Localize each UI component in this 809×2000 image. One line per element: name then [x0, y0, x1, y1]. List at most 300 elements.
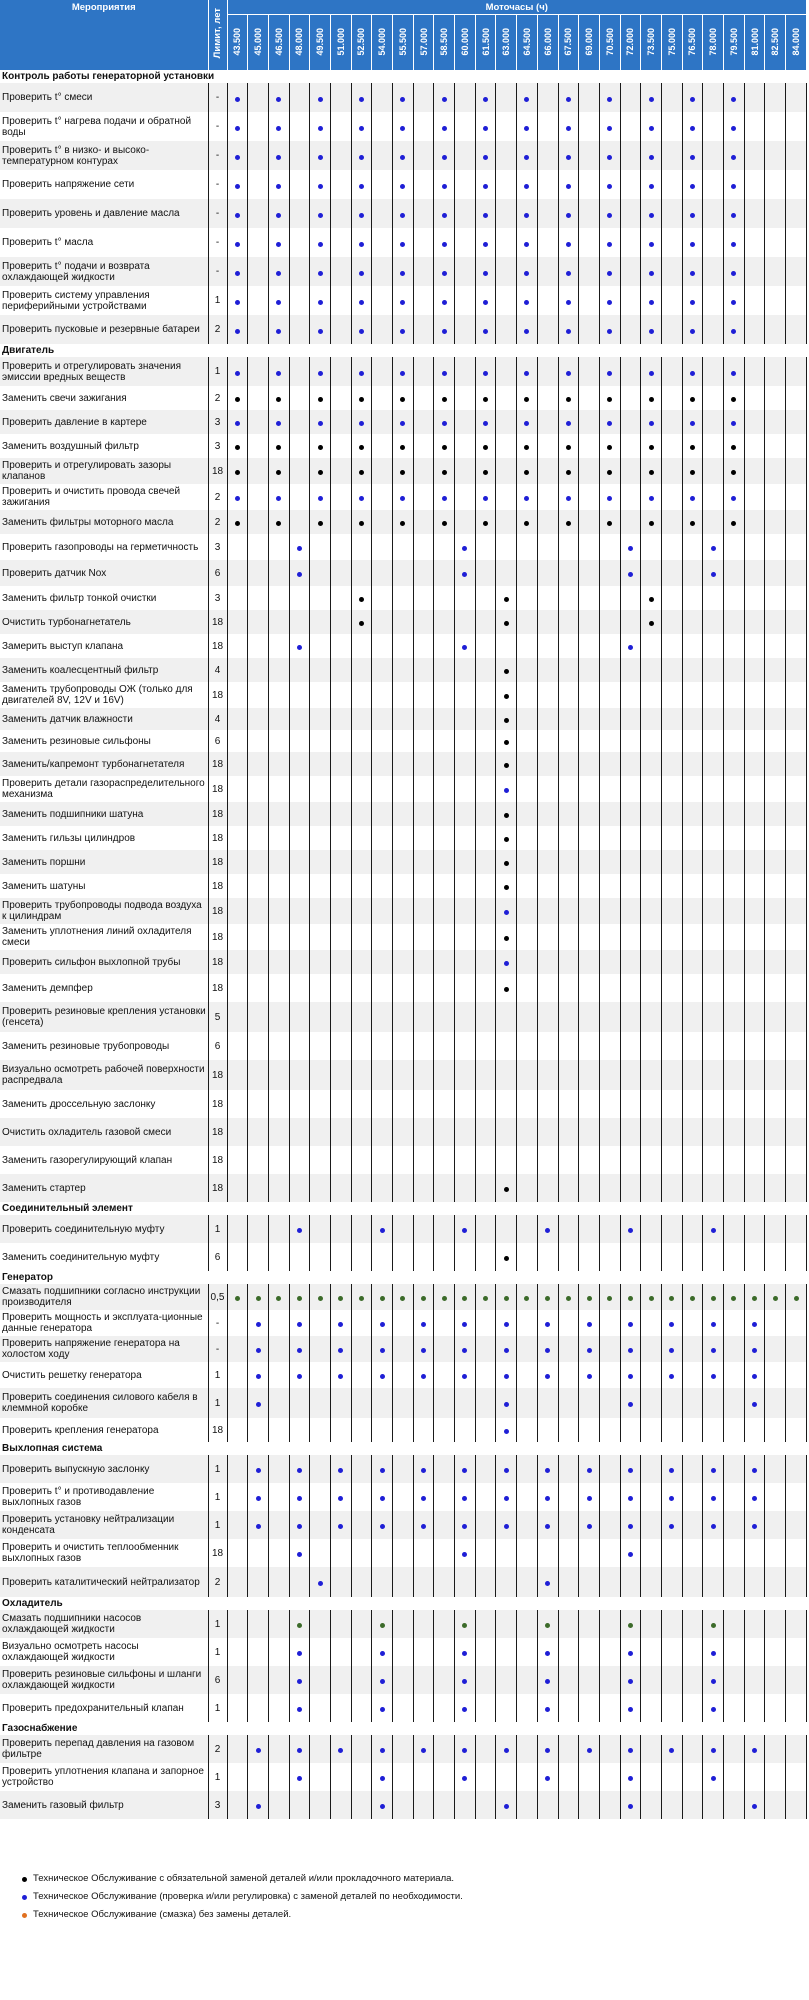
schedule-cell [393, 315, 414, 344]
schedule-cell [599, 1791, 620, 1819]
schedule-cell [289, 458, 310, 484]
schedule-cell [227, 776, 248, 802]
schedule-cell [786, 1336, 807, 1362]
green-dot-icon [545, 1623, 550, 1628]
activity-label: Проверить каталитический нейтрализатор [0, 1567, 208, 1597]
schedule-cell [455, 1243, 476, 1271]
schedule-cell [330, 730, 351, 752]
schedule-cell [765, 826, 786, 850]
hour-header: 70.500 [599, 15, 620, 71]
schedule-cell [475, 1610, 496, 1638]
blue-dot-icon [318, 242, 323, 247]
black-dot-icon [607, 470, 612, 475]
schedule-cell [744, 315, 765, 344]
schedule-cell [599, 802, 620, 826]
schedule-cell [641, 802, 662, 826]
schedule-cell [765, 1666, 786, 1694]
schedule-cell [455, 586, 476, 610]
schedule-cell [786, 730, 807, 752]
schedule-cell [599, 658, 620, 682]
schedule-cell [786, 484, 807, 510]
schedule-cell [413, 1388, 434, 1418]
blue-dot-icon [504, 961, 509, 966]
schedule-cell [620, 386, 641, 410]
schedule-cell [641, 1735, 662, 1763]
schedule-cell [475, 1763, 496, 1791]
blue-dot-icon [276, 213, 281, 218]
schedule-cell [310, 1483, 331, 1511]
blue-dot-icon [504, 1402, 509, 1407]
schedule-cell [724, 560, 745, 586]
schedule-cell [455, 1483, 476, 1511]
schedule-cell [475, 170, 496, 199]
blue-dot-icon [504, 1429, 509, 1434]
schedule-cell [227, 874, 248, 898]
table-row [0, 1694, 807, 1722]
schedule-cell [455, 1362, 476, 1388]
schedule-cell [475, 1539, 496, 1567]
schedule-cell [579, 434, 600, 458]
schedule-cell [496, 898, 517, 924]
blue-dot-icon [318, 126, 323, 131]
schedule-cell [661, 1539, 682, 1567]
activity-label: Заменить свечи зажигания [0, 386, 208, 410]
schedule-cell [496, 1666, 517, 1694]
table-row [0, 141, 807, 170]
black-dot-icon [649, 521, 654, 526]
schedule-cell [248, 752, 269, 776]
schedule-cell [744, 458, 765, 484]
schedule-cell [599, 1666, 620, 1694]
schedule-cell [434, 434, 455, 458]
blue-dot-icon [297, 1651, 302, 1656]
schedule-cell [310, 898, 331, 924]
schedule-cell [579, 1284, 600, 1310]
schedule-cell [517, 1336, 538, 1362]
schedule-cell [227, 924, 248, 950]
schedule-cell [765, 141, 786, 170]
schedule-cell [620, 1388, 641, 1418]
schedule-cell [413, 1243, 434, 1271]
schedule-cell [517, 1002, 538, 1032]
green-dot-icon [380, 1296, 385, 1301]
schedule-cell [682, 1694, 703, 1722]
blue-dot-icon [711, 1322, 716, 1327]
schedule-cell [765, 1174, 786, 1202]
limit-value: 18 [208, 974, 227, 1002]
schedule-cell [351, 560, 372, 586]
blue-dot-icon [276, 496, 281, 501]
schedule-cell [227, 1666, 248, 1694]
schedule-cell [599, 112, 620, 141]
schedule-cell [786, 1638, 807, 1666]
schedule-cell [599, 1483, 620, 1511]
schedule-cell [620, 1310, 641, 1336]
blue-dot-icon [731, 155, 736, 160]
blue-dot-icon [607, 371, 612, 376]
schedule-cell [289, 1610, 310, 1638]
schedule-cell [434, 560, 455, 586]
limit-value: 18 [208, 826, 227, 850]
schedule-cell [248, 1284, 269, 1310]
schedule-cell [227, 1060, 248, 1090]
schedule-cell [703, 83, 724, 112]
schedule-cell [310, 257, 331, 286]
schedule-cell [372, 850, 393, 874]
schedule-cell [517, 730, 538, 752]
schedule-cell [661, 315, 682, 344]
schedule-cell [496, 730, 517, 752]
table-row [0, 1032, 807, 1060]
legend-item-replace: Техническое Обслуживание с обязательной заменой деталей и/или прокладочного материала. [22, 1870, 463, 1888]
schedule-cell [310, 534, 331, 560]
schedule-cell [496, 112, 517, 141]
limit-value: 18 [208, 1174, 227, 1202]
schedule-cell [579, 1146, 600, 1174]
schedule-cell [289, 1146, 310, 1174]
schedule-cell [724, 170, 745, 199]
black-dot-icon [483, 445, 488, 450]
schedule-cell [786, 1284, 807, 1310]
schedule-cell [330, 170, 351, 199]
schedule-cell [455, 682, 476, 708]
schedule-cell [641, 315, 662, 344]
black-dot-icon [318, 521, 323, 526]
schedule-cell [413, 228, 434, 257]
limit-value: - [208, 228, 227, 257]
schedule-cell [641, 1362, 662, 1388]
schedule-cell [289, 1418, 310, 1442]
schedule-cell [248, 83, 269, 112]
schedule-cell [641, 1791, 662, 1819]
schedule-cell [310, 1539, 331, 1567]
schedule-cell [703, 1418, 724, 1442]
schedule-cell [517, 1694, 538, 1722]
schedule-cell [455, 708, 476, 730]
schedule-cell [351, 434, 372, 458]
schedule-cell [248, 170, 269, 199]
schedule-cell [786, 1455, 807, 1483]
schedule-cell [724, 534, 745, 560]
schedule-cell [434, 1146, 455, 1174]
schedule-cell [724, 898, 745, 924]
blue-dot-icon [235, 126, 240, 131]
schedule-cell [599, 752, 620, 776]
blue-dot-icon [338, 1348, 343, 1353]
blue-dot-icon [276, 329, 281, 334]
schedule-cell [310, 776, 331, 802]
schedule-cell [661, 510, 682, 534]
schedule-cell [434, 898, 455, 924]
activity-label: Проверить уровень и давление масла [0, 199, 208, 228]
schedule-cell [558, 112, 579, 141]
table-row [0, 1483, 807, 1511]
blue-dot-icon [235, 496, 240, 501]
schedule-cell [579, 1032, 600, 1060]
blue-dot-icon [504, 1804, 509, 1809]
table-row [0, 752, 807, 776]
schedule-cell [537, 1090, 558, 1118]
schedule-cell [393, 752, 414, 776]
schedule-cell [455, 286, 476, 315]
schedule-cell [620, 1174, 641, 1202]
schedule-cell [248, 730, 269, 752]
schedule-cell [475, 658, 496, 682]
schedule-cell [372, 586, 393, 610]
schedule-cell [372, 634, 393, 658]
blue-dot-icon [276, 300, 281, 305]
schedule-cell [641, 170, 662, 199]
schedule-cell [496, 1174, 517, 1202]
schedule-cell [393, 1215, 414, 1243]
schedule-cell [786, 1763, 807, 1791]
schedule-cell [393, 874, 414, 898]
schedule-cell [289, 1284, 310, 1310]
activity-label: Проверить уплотнения клапана и запорное устройство [0, 1763, 208, 1791]
schedule-cell [517, 898, 538, 924]
section-title: Выхлопная система [0, 1442, 807, 1455]
schedule-cell [537, 1511, 558, 1539]
schedule-cell [620, 1215, 641, 1243]
schedule-cell [703, 1791, 724, 1819]
schedule-cell [475, 1090, 496, 1118]
schedule-cell [765, 315, 786, 344]
schedule-cell [744, 1090, 765, 1118]
blue-dot-icon [297, 1496, 302, 1501]
schedule-cell [475, 1002, 496, 1032]
schedule-cell [537, 1455, 558, 1483]
schedule-cell [248, 1060, 269, 1090]
blue-dot-icon [711, 1348, 716, 1353]
schedule-cell [558, 410, 579, 434]
schedule-cell [703, 1567, 724, 1597]
schedule-cell [310, 752, 331, 776]
schedule-cell [330, 1763, 351, 1791]
schedule-cell [268, 752, 289, 776]
schedule-cell [351, 1174, 372, 1202]
activity-label: Заменить трубопроводы ОЖ (только для двигателей 8V, 12V и 16V) [0, 682, 208, 708]
schedule-cell [248, 802, 269, 826]
schedule-cell [579, 286, 600, 315]
schedule-cell [641, 1118, 662, 1146]
schedule-cell [599, 386, 620, 410]
schedule-cell [599, 1174, 620, 1202]
blue-dot-icon [276, 371, 281, 376]
schedule-cell [455, 1539, 476, 1567]
schedule-cell [724, 1763, 745, 1791]
blue-dot-icon [483, 126, 488, 131]
schedule-cell [310, 1215, 331, 1243]
schedule-cell [724, 386, 745, 410]
schedule-cell [372, 1694, 393, 1722]
schedule-cell [744, 1418, 765, 1442]
schedule-cell [289, 1694, 310, 1722]
schedule-cell [517, 1791, 538, 1819]
schedule-cell [434, 1694, 455, 1722]
schedule-cell [724, 1310, 745, 1336]
activity-label: Проверить t° в низко- и высоко-температурном контурах [0, 141, 208, 170]
schedule-cell [682, 776, 703, 802]
schedule-cell [351, 610, 372, 634]
schedule-cell [372, 1388, 393, 1418]
schedule-cell [661, 974, 682, 1002]
schedule-cell [744, 434, 765, 458]
schedule-cell [393, 1146, 414, 1174]
schedule-cell [372, 874, 393, 898]
table-row [0, 257, 807, 286]
blue-dot-icon [359, 126, 364, 131]
blue-dot-icon [235, 329, 240, 334]
schedule-cell [579, 850, 600, 874]
schedule-cell [558, 1418, 579, 1442]
activity-label: Заменить уплотнения линий охладителя смеси [0, 924, 208, 950]
schedule-cell [579, 1388, 600, 1418]
schedule-cell [496, 386, 517, 410]
schedule-cell [786, 257, 807, 286]
schedule-cell [413, 1090, 434, 1118]
blue-dot-icon [524, 496, 529, 501]
schedule-cell [744, 874, 765, 898]
blue-dot-icon [297, 1374, 302, 1379]
activity-label: Заменить поршни [0, 850, 208, 874]
schedule-cell [599, 534, 620, 560]
schedule-cell [310, 1032, 331, 1060]
schedule-cell [682, 610, 703, 634]
schedule-cell [703, 708, 724, 730]
schedule-cell [330, 1362, 351, 1388]
schedule-cell [434, 586, 455, 610]
schedule-cell [620, 586, 641, 610]
schedule-cell [558, 1336, 579, 1362]
schedule-cell [661, 1567, 682, 1597]
schedule-cell [227, 708, 248, 730]
black-dot-icon [566, 397, 571, 402]
schedule-cell [641, 950, 662, 974]
table-row [0, 826, 807, 850]
table-row [0, 1336, 807, 1362]
schedule-cell [496, 315, 517, 344]
blue-dot-icon [442, 97, 447, 102]
schedule-cell [227, 586, 248, 610]
schedule-cell [434, 1539, 455, 1567]
limit-value: 3 [208, 534, 227, 560]
black-dot-icon [235, 521, 240, 526]
schedule-cell [682, 534, 703, 560]
schedule-cell [744, 776, 765, 802]
schedule-cell [724, 1362, 745, 1388]
blue-dot-icon [628, 572, 633, 577]
schedule-cell [351, 850, 372, 874]
black-dot-icon [731, 397, 736, 402]
schedule-cell [351, 1694, 372, 1722]
blue-dot-icon [276, 242, 281, 247]
black-dot-icon [504, 861, 509, 866]
black-dot-icon [649, 470, 654, 475]
hour-header: 69.000 [579, 15, 600, 71]
blue-dot-icon [256, 1322, 261, 1327]
blue-dot-icon [483, 155, 488, 160]
schedule-cell [579, 484, 600, 510]
blue-dot-icon [545, 1322, 550, 1327]
schedule-cell [268, 1090, 289, 1118]
blue-dot-icon [235, 271, 240, 276]
schedule-cell [517, 410, 538, 434]
schedule-cell [227, 410, 248, 434]
schedule-cell [248, 1215, 269, 1243]
schedule-cell [455, 1174, 476, 1202]
schedule-cell [310, 1174, 331, 1202]
schedule-cell [537, 1694, 558, 1722]
schedule-cell [579, 315, 600, 344]
schedule-cell [620, 1567, 641, 1597]
schedule-cell [351, 1791, 372, 1819]
schedule-cell [703, 924, 724, 950]
schedule-cell [310, 357, 331, 386]
schedule-cell [289, 286, 310, 315]
schedule-cell [641, 83, 662, 112]
schedule-cell [517, 112, 538, 141]
schedule-cell [496, 974, 517, 1002]
schedule-cell [517, 1310, 538, 1336]
schedule-cell [268, 1638, 289, 1666]
hour-header: 57.000 [413, 15, 434, 71]
schedule-cell [765, 170, 786, 199]
schedule-cell [703, 357, 724, 386]
blue-dot-icon [276, 271, 281, 276]
schedule-cell [786, 802, 807, 826]
schedule-cell [765, 510, 786, 534]
blue-dot-icon [318, 184, 323, 189]
schedule-cell [517, 228, 538, 257]
blue-dot-icon [442, 300, 447, 305]
black-dot-icon [400, 470, 405, 475]
schedule-cell [641, 658, 662, 682]
schedule-cell [475, 315, 496, 344]
schedule-cell [703, 776, 724, 802]
schedule-cell [703, 534, 724, 560]
green-dot-icon [669, 1296, 674, 1301]
blue-dot-icon [318, 300, 323, 305]
table-row [0, 434, 807, 458]
schedule-cell [703, 1002, 724, 1032]
black-dot-icon [359, 397, 364, 402]
schedule-cell [744, 950, 765, 974]
blue-dot-icon [256, 1748, 261, 1753]
schedule-cell [579, 658, 600, 682]
schedule-cell [786, 1666, 807, 1694]
blue-dot-icon [566, 213, 571, 218]
schedule-cell [455, 141, 476, 170]
schedule-cell [475, 1694, 496, 1722]
schedule-cell [558, 83, 579, 112]
black-dot-icon [318, 470, 323, 475]
blue-dot-icon [690, 184, 695, 189]
blue-dot-icon [690, 213, 695, 218]
schedule-cell [393, 534, 414, 560]
blue-dot-icon [380, 1679, 385, 1684]
hour-header: 67.500 [558, 15, 579, 71]
schedule-cell [765, 802, 786, 826]
blue-dot-icon [566, 155, 571, 160]
schedule-cell [703, 484, 724, 510]
schedule-cell [227, 170, 248, 199]
schedule-cell [475, 1284, 496, 1310]
schedule-cell [703, 1243, 724, 1271]
schedule-cell [455, 1567, 476, 1597]
schedule-cell [620, 1455, 641, 1483]
schedule-cell [227, 682, 248, 708]
schedule-cell [661, 560, 682, 586]
